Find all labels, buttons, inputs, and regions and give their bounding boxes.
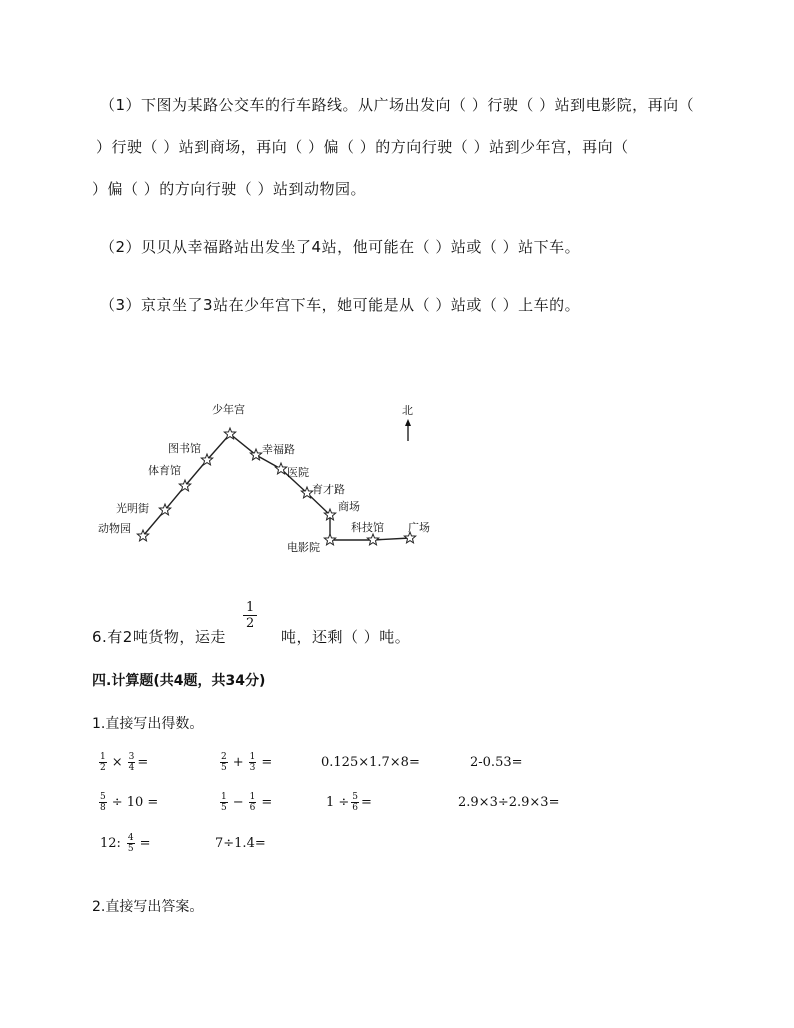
equals: = [137, 755, 149, 770]
label-guangmingjie: 光明街 [116, 502, 149, 515]
frac-den: 5 [127, 844, 134, 854]
section-4-title: 四.计算题(共4题，共34分) [92, 673, 266, 689]
calc-r1c1 [97, 752, 148, 773]
operator: × [111, 755, 123, 770]
frac-num: 3 [128, 752, 135, 762]
frac-num: 5 [352, 792, 359, 802]
frac-den: 6 [352, 803, 359, 813]
calc-r2c1 [97, 792, 161, 813]
station-star-icon [250, 449, 261, 460]
frac-den: 5 [221, 763, 227, 773]
q1-line-3: ）偏（ ）的方向行驶（ ）站到动物园。 [92, 180, 367, 198]
calc-r1c2 [218, 752, 275, 773]
frac-den: 4 [128, 763, 135, 773]
label-shaoniangong: 少年宫 [212, 403, 245, 416]
station-star-icon [367, 534, 378, 545]
bus-route-map [90, 398, 450, 568]
calc-r2c2 [218, 792, 275, 813]
frac-den: 3 [249, 763, 256, 773]
q1-line-2: ）行驶（ ）站到商场，再向（ ）偏（ ）的方向行驶（ ）站到少年宫，再向（ [96, 138, 629, 156]
label-dongwuyuan: 动物园 [98, 522, 131, 535]
q2-text: （2）贝贝从幸福路站出发坐了4站，他可能在（ ）站或（ ）站下车。 [100, 238, 581, 256]
equals: = [139, 836, 151, 851]
q6-frac-den: 2 [246, 616, 255, 631]
calc-r2c3 [326, 792, 372, 813]
label-yiyuan: 医院 [287, 466, 309, 479]
label-tiyuguan: 体育馆 [148, 464, 181, 477]
operator: − [232, 795, 244, 810]
calc-r3c1 [100, 833, 154, 854]
label-tushuguan: 图书馆 [168, 442, 201, 455]
q6-frac-num: 1 [243, 600, 257, 616]
label-dianyingyuan: 电影院 [287, 541, 320, 554]
frac-den: 2 [100, 763, 106, 773]
calc-subtitle-1: 1.直接写出得数。 [92, 716, 204, 732]
frac-num: 4 [127, 833, 134, 843]
equals: = [361, 795, 372, 810]
calc-r1c3: 0.125×1.7×8= [321, 755, 420, 770]
frac-num: 1 [249, 752, 256, 762]
label-guangchang: 广场 [408, 521, 430, 534]
operator: + [232, 755, 244, 770]
north-label: 北 [402, 404, 413, 417]
frac-num: 1 [249, 792, 256, 802]
division-expression: ÷ 10 = [111, 795, 159, 810]
frac-den: 8 [100, 803, 106, 813]
lead-expression: 12: [100, 836, 121, 851]
q3-text: （3）京京坐了3站在少年宫下车，她可能是从（ ）站或（ ）上车的。 [100, 296, 581, 314]
frac-den: 5 [221, 803, 227, 813]
frac-num: 1 [100, 752, 106, 762]
frac-num: 2 [221, 752, 227, 762]
lead-expression: 1 ÷ [326, 795, 350, 810]
frac-num: 1 [221, 792, 227, 802]
calc-r3c2: 7÷1.4= [215, 836, 266, 851]
calc-subtitle-2: 2.直接写出答案。 [92, 899, 204, 915]
equals: = [261, 795, 273, 810]
q1-line-1: （1）下图为某路公交车的行车路线。从广场出发向（ ）行驶（ ）站到电影院，再向（ [100, 96, 695, 114]
q6-prefix: 6.有2吨货物，运走 [92, 628, 226, 646]
equals: = [261, 755, 273, 770]
label-xingfulu: 幸福路 [262, 443, 295, 456]
north-indicator [402, 404, 413, 441]
q6-fraction [243, 600, 257, 631]
station-star-icon [324, 534, 335, 545]
calc-r1c4: 2-0.53= [470, 755, 523, 770]
frac-den: 6 [249, 803, 256, 813]
north-arrow-icon [405, 419, 411, 426]
label-shangchang: 商场 [338, 500, 360, 513]
frac-num: 5 [100, 792, 106, 802]
calc-r2c4: 2.9×3÷2.9×3= [458, 795, 560, 810]
q6-suffix: 吨，还剩（ ）吨。 [281, 628, 411, 646]
label-yucailu: 育才路 [312, 483, 345, 496]
label-kejiguan: 科技馆 [351, 521, 384, 534]
